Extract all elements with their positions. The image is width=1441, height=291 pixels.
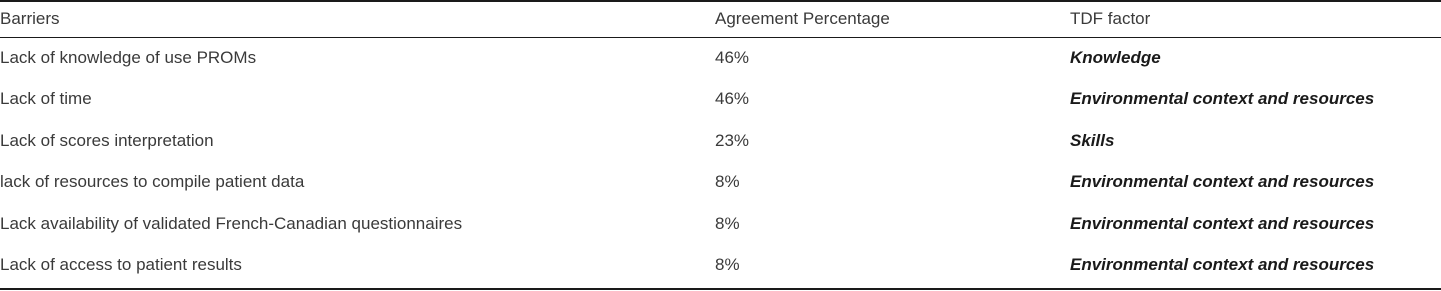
tdf-factor-cell: Skills: [1070, 131, 1115, 150]
agreement-cell: 8%: [715, 172, 740, 191]
tdf-factor-cell: Environmental context and resources: [1070, 89, 1375, 108]
table-top-rule: [0, 0, 1441, 2]
table-row: [0, 126, 1441, 156]
barrier-cell: Lack of scores interpretation: [0, 131, 214, 150]
header-barriers: Barriers: [0, 9, 60, 28]
header-tdf-factor: TDF factor: [1070, 9, 1151, 28]
header-agreement-percentage: Agreement Percentage: [715, 9, 890, 28]
barrier-cell: Lack of time: [0, 89, 92, 108]
tdf-factor-cell: Environmental context and resources: [1070, 255, 1375, 274]
table-row: [0, 43, 1441, 73]
agreement-cell: 46%: [715, 48, 750, 67]
table-bottom-rule: [0, 288, 1441, 290]
barrier-cell: Lack of knowledge of use PROMs: [0, 48, 257, 67]
table-row: [0, 250, 1441, 280]
table-header-row: [0, 4, 1441, 34]
table-row: [0, 84, 1441, 114]
agreement-cell: 8%: [715, 214, 740, 233]
table-header-rule: [0, 37, 1441, 38]
agreement-cell: 8%: [715, 255, 740, 274]
barrier-cell: lack of resources to compile patient data: [0, 172, 305, 191]
tdf-factor-cell: Environmental context and resources: [1070, 214, 1375, 233]
tdf-factor-cell: Environmental context and resources: [1070, 172, 1375, 191]
barrier-cell: Lack of access to patient results: [0, 255, 242, 274]
agreement-cell: 23%: [715, 131, 750, 150]
agreement-cell: 46%: [715, 89, 750, 108]
table-row: [0, 209, 1441, 239]
table-row: [0, 167, 1441, 197]
tdf-factor-cell: Knowledge: [1070, 48, 1161, 67]
barrier-cell: Lack availability of validated French-Canadian questionnaires: [0, 214, 463, 233]
